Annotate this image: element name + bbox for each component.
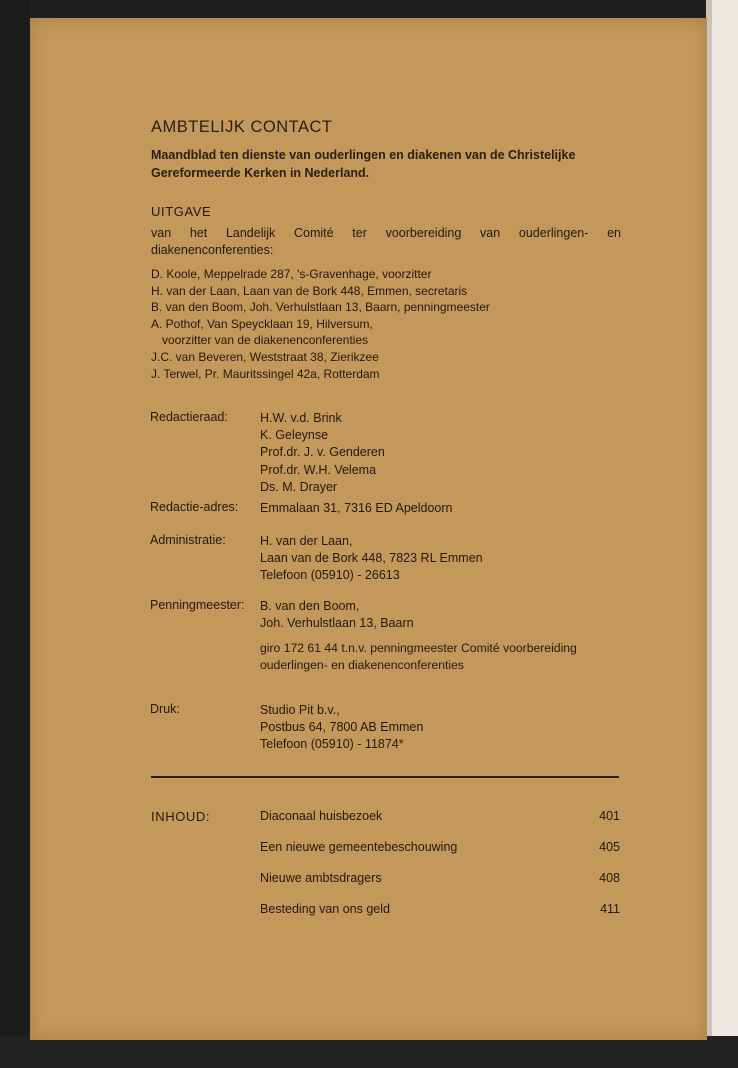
toc-entry	[260, 871, 620, 889]
committee-member: H. van der Laan, Laan van de Bork 448, Emmen, secretaris	[151, 283, 468, 298]
druk-line: Telefoon (05910) - 11874*	[260, 737, 404, 752]
committee-list	[151, 266, 490, 382]
administratie-line: Telefoon (05910) - 26613	[260, 568, 400, 583]
penningmeester-line: Joh. Verhulstlaan 13, Baarn	[260, 616, 414, 631]
committee-member: A. Pothof, Van Speycklaan 19, Hilversum,	[151, 316, 373, 331]
druk-address	[260, 702, 423, 754]
redactie-adres-label: Redactie-adres:	[150, 500, 239, 514]
document-page	[30, 18, 707, 1040]
druk-line: Postbus 64, 7800 AB Emmen	[260, 720, 424, 735]
druk-line: Studio Pit b.v.,	[260, 703, 340, 717]
redactieraad-list	[260, 410, 385, 496]
toc-title: Besteding van ons geld	[260, 902, 390, 916]
committee-member-continuation: voorzitter van de diakenenconferenties	[162, 333, 369, 348]
redactie-adres-value: Emmalaan 31, 7316 ED Apeldoorn	[260, 501, 453, 515]
giro-text: giro 172 61 44 t.n.v. penningmeester Comité voorbereiding ouderlingen- en diakenenconferenties	[260, 641, 577, 672]
administratie-label: Administratie:	[150, 533, 226, 547]
toc-page-number: 401	[599, 809, 620, 823]
toc-page-number: 408	[599, 871, 620, 885]
magazine-title: AMBTELIJK CONTACT	[151, 118, 333, 136]
redactieraad-label: Redactieraad:	[150, 410, 228, 424]
penningmeester-label: Penningmeester:	[150, 598, 245, 612]
scan-border-top	[0, 0, 738, 18]
committee-member: J.C. van Beveren, Weststraat 38, Zierikzee	[151, 349, 379, 364]
redactieraad-member: Prof.dr. J. v. Genderen	[260, 445, 385, 460]
redactieraad-member: Ds. M. Drayer	[260, 479, 338, 494]
toc-entry	[260, 902, 620, 920]
toc-page-number: 411	[600, 902, 620, 916]
toc-entry	[260, 840, 620, 858]
inhoud-heading: INHOUD:	[151, 809, 211, 824]
scan-border-left	[0, 0, 30, 1068]
uitgave-heading: UITGAVE	[151, 204, 212, 219]
toc-title: Een nieuwe gemeentebeschouwing	[260, 840, 458, 854]
committee-member: B. van den Boom, Joh. Verhulstlaan 13, Baarn, penningmeester	[151, 300, 490, 315]
toc-title: Diaconaal huisbezoek	[260, 809, 383, 823]
uitgave-text: van het Landelijk Comité ter voorbereiding van ouderlingen- en diakenenconferenties:	[151, 226, 621, 257]
penningmeester-line: B. van den Boom,	[260, 599, 360, 613]
redactieraad-member: H.W. v.d. Brink	[260, 411, 342, 425]
scan-border-bottom	[0, 1036, 738, 1068]
committee-member: D. Koole, Meppelrade 287, 's-Gravenhage, voorzitter	[151, 267, 432, 281]
redactieraad-member: Prof.dr. W.H. Velema	[260, 462, 377, 477]
administratie-address	[260, 533, 483, 585]
administratie-line: H. van der Laan,	[260, 534, 353, 548]
redactieraad-member: K. Geleynse	[260, 428, 329, 443]
toc-entry	[260, 809, 620, 827]
penningmeester-address	[260, 598, 414, 632]
administratie-line: Laan van de Bork 448, 7823 RL Emmen	[260, 551, 483, 566]
magazine-subtitle: Maandblad ten dienste van ouderlingen en diakenen van de Christelijke Gereformeerde Kerken in Nederland.	[151, 148, 576, 180]
toc-title: Nieuwe ambtsdragers	[260, 871, 382, 885]
committee-member: J. Terwel, Pr. Mauritssingel 42a, Rotterdam	[151, 366, 380, 381]
druk-label: Druk:	[150, 702, 180, 716]
toc-page-number: 405	[599, 840, 620, 854]
horizontal-divider	[151, 776, 619, 778]
